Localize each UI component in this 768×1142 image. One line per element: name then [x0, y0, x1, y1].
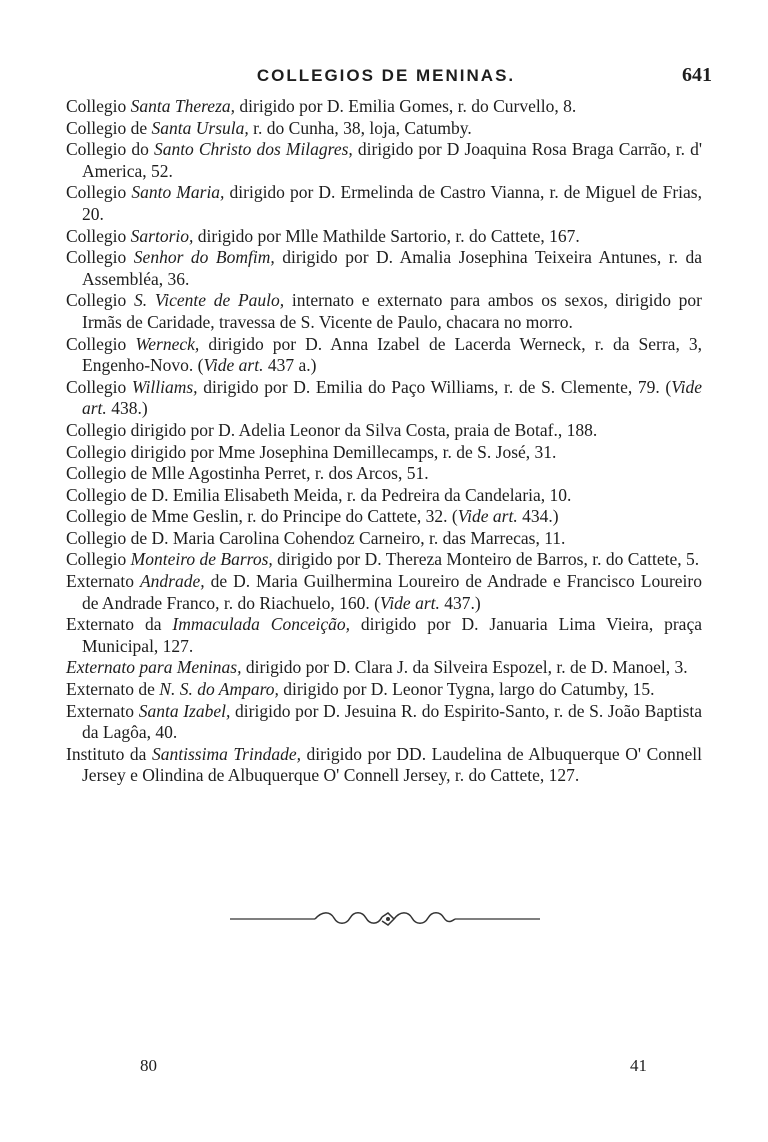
entry-text: dirigido por D. Januaria Lima Vieira, praça Municipal, 127. — [82, 614, 702, 656]
entry-text: Collegio de — [66, 117, 152, 138]
directory-entry — [66, 571, 702, 614]
directory-entry — [66, 701, 702, 744]
directory-entry — [66, 118, 702, 140]
directory-entry — [66, 549, 702, 571]
directory-entry — [66, 420, 702, 442]
entry-italic-text: Vide art. — [379, 592, 440, 613]
directory-entry — [66, 614, 702, 657]
page-number: 641 — [682, 64, 712, 86]
entry-text: dirigido por D. Emilia Gomes, r. do Curvello, 8. — [235, 96, 577, 116]
entry-text: dirigido por D. Jesuina R. do Espirito-Santo, r. de S. João Baptista da Lagôa, 40. — [82, 700, 703, 743]
entry-text: Externato de — [66, 679, 160, 700]
directory-entry — [66, 377, 702, 420]
entry-italic-text: Monteiro de Barros, — [130, 549, 273, 570]
entry-italic-text: S. Vicente de Paulo, — [134, 290, 285, 311]
entry-text: dirigido por Mlle Mathilde Sartorio, r. do Cattete, 167. — [193, 225, 580, 246]
entry-italic-text: Sartorio, — [130, 225, 194, 246]
directory-list — [66, 96, 702, 787]
entry-text: Collegio — [66, 182, 132, 203]
directory-entry — [66, 96, 702, 118]
entry-text: dirigido por D Joaquina Rosa Braga Carrão, r. d' America, 52. — [82, 139, 702, 181]
entry-text: Collegio — [66, 333, 136, 354]
entry-text: Instituto da — [66, 743, 152, 764]
entry-text: Collegio do — [66, 139, 154, 160]
entry-italic-text: Santa Thereza, — [130, 96, 236, 116]
directory-entry — [66, 528, 702, 550]
entry-text: 438.) — [106, 398, 148, 419]
directory-entry — [66, 463, 702, 485]
entry-italic-text: Santissima Trindade, — [151, 743, 301, 764]
entry-text: Collegio de Mlle Agostinha Perret, r. dos Arcos, 51. — [66, 463, 429, 484]
entry-italic-text: Santa Izabel, — [138, 700, 231, 721]
entry-text: dirigido por DD. Laudelina de Albuquerque O' Connell Jersey e Olindina de Albuquerque O' Connell Jersey, r. do Cattete, 127. — [82, 743, 702, 786]
entry-text: Collegio — [66, 376, 132, 397]
decorative-ornament-divider — [230, 905, 540, 933]
entry-text: Collegio — [66, 290, 134, 311]
entry-text: Collegio dirigido por D. Adelia Leonor da Silva Costa, praia de Botaf., 188. — [66, 419, 598, 440]
signature-mark-left: 80 — [140, 1056, 157, 1075]
directory-entry — [66, 247, 702, 290]
directory-entry — [66, 506, 702, 528]
entry-text: 437.) — [439, 592, 481, 613]
entry-text: Collegio — [66, 225, 131, 246]
directory-entry — [66, 334, 702, 377]
entry-text: internato e externato para ambos os sexos, dirigido por Irmãs de Caridade, travessa de S. Vicente de Paulo, chacara no morro. — [82, 290, 703, 332]
entry-text: Collegio de D. Emilia Elisabeth Meida, r. da Pedreira da Candelaria, 10. — [66, 484, 572, 505]
entry-text: dirigido por D. Amalia Josephina Teixeira Antunes, r. da Assembléa, 36. — [82, 247, 702, 289]
entry-text: Externato — [66, 571, 140, 592]
entry-text: Collegio — [66, 549, 131, 570]
entry-italic-text: Williams, — [131, 376, 198, 397]
directory-entry — [66, 139, 702, 182]
entry-italic-text: Vide art. — [457, 506, 518, 527]
entry-text: Collegio de D. Maria Carolina Cohendoz Carneiro, r. das Marrecas, 11. — [66, 527, 566, 548]
directory-entry — [66, 657, 702, 679]
section-title: COLLEGIOS DE MENINAS. — [256, 66, 516, 85]
entry-italic-text: Externato para Meninas, — [66, 657, 242, 678]
entry-text: 434.) — [517, 506, 559, 527]
entry-text: Collegio — [66, 96, 131, 116]
entry-text: dirigido por D. Anna Izabel de Lacerda Werneck, r. da Serra, 3, Engenho-Novo. ( — [82, 333, 702, 376]
entry-italic-text: Santo Christo dos Milagres, — [153, 139, 353, 160]
page-header — [66, 64, 712, 94]
entry-text: 437 a.) — [263, 355, 317, 376]
directory-entry — [66, 744, 702, 787]
entry-italic-text: Senhor do Bomfim, — [133, 247, 275, 268]
entry-text: Collegio — [66, 247, 134, 268]
directory-entry — [66, 442, 702, 464]
entry-text: r. do Cunha, 38, loja, Catumby. — [248, 117, 472, 138]
entry-italic-text: Santa Ursula, — [151, 117, 249, 138]
entry-text: Collegio dirigido por Mme Josephina Demillecamps, r. de S. José, 31. — [66, 441, 557, 462]
entry-italic-text: N. S. do Amparo, — [159, 679, 279, 700]
entry-text: Externato — [66, 700, 139, 721]
entry-text: Externato da — [66, 614, 173, 635]
entry-text: Collegio de Mme Geslin, r. do Principe do Cattete, 32. ( — [66, 506, 458, 527]
directory-entry — [66, 290, 702, 333]
entry-italic-text: Santo Maria, — [131, 182, 225, 203]
entry-italic-text: Vide art. — [82, 376, 702, 419]
entry-text: dirigido por D. Emilia do Paço Williams, r. de S. Clemente, 79. ( — [197, 376, 672, 397]
entry-text: dirigido por D. Ermelinda de Castro Vianna, r. de Miguel de Frias, 20. — [82, 182, 702, 224]
entry-italic-text: Immaculada Conceição, — [172, 614, 350, 635]
entry-italic-text: Vide art. — [203, 355, 264, 376]
entry-text: dirigido por D. Leonor Tygna, largo do Catumby, 15. — [278, 679, 655, 700]
entry-italic-text: Werneck, — [135, 333, 200, 354]
entry-text: dirigido por D. Clara J. da Silveira Espozel, r. de D. Manoel, 3. — [241, 657, 688, 678]
directory-entry — [66, 226, 702, 248]
directory-entry — [66, 485, 702, 507]
directory-entry — [66, 182, 702, 225]
entry-text: de D. Maria Guilhermina Loureiro de Andrade e Francisco Loureiro de Andrade Franco, r. do Riachuelo, 160. ( — [82, 571, 702, 613]
signature-mark-right: 41 — [630, 1056, 647, 1075]
directory-entry — [66, 679, 702, 701]
entry-italic-text: Andrade, — [139, 571, 205, 592]
entry-text: dirigido por D. Thereza Monteiro de Barros, r. do Cattete, 5. — [272, 549, 700, 570]
